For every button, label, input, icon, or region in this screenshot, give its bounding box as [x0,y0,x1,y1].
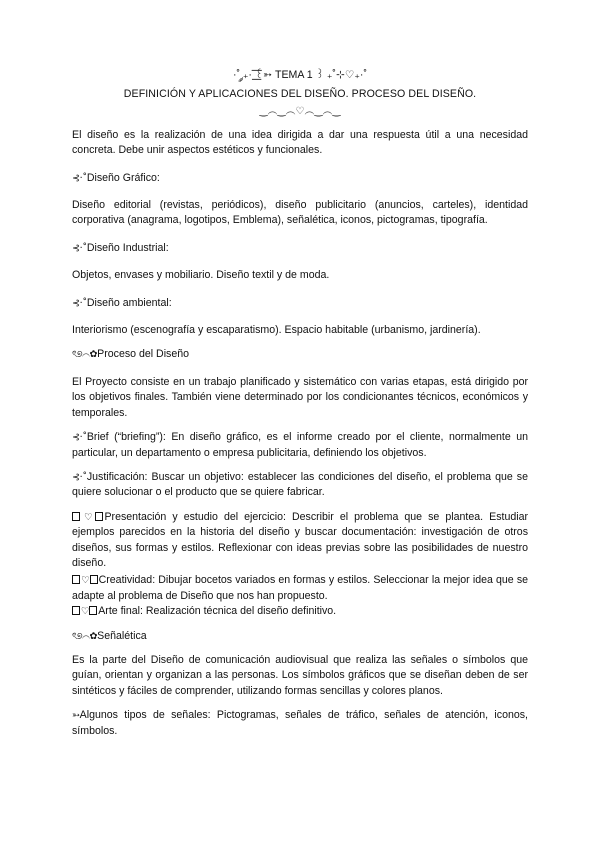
heart-icon: ♡ [81,575,90,587]
heading-diseno-ambiental: ⊰·˚Diseño ambiental: [72,296,172,309]
box-icon [90,575,98,584]
paragraph-diseno-grafico: Diseño editorial (revistas, periódicos), diseño publicitario (anuncios, carteles), identidad corporativa (anagrama, logotipos, Emblema), señalética, iconos, pictogramas, tipografía. [72,199,528,227]
heart-icon: ♡ [81,511,96,523]
box-icon [72,512,80,521]
page-title: ·˚ ༘₊· ͟͟͞͞꒰➳ TEMA 1 ꒱ ₊˚⊹♡₊·˚ [233,69,367,81]
arrow-bullet-icon: ➳ [72,710,80,722]
flower-bullet-icon: ⊰·˚ [72,471,87,483]
paragraph-brief: ⊰·˚Brief (“briefing”): En diseño gráfico, es el informe creado por el cliente, normalmente un particular, un departamento o empresa publicitaria, definiendo los objetivos. [72,431,528,459]
ribbon-bullet-icon: ৎ୭⌒✿ [72,630,98,642]
paragraph-proceso: El Proyecto consiste en un trabajo planificado y sistemático con varias etapas, está dirigido por los objetivos finales. También viene determinado por los condicionantes técnicos, económicos y temporales. [72,375,528,419]
paragraph-diseno-industrial: Objetos, envases y mobiliario. Diseño textil y de moda. [72,269,330,282]
intro-paragraph: El diseño es la realización de una idea dirigida a dar una respuesta útil a una necesidad concreta. Debe unir aspectos estéticos y funcionales. [72,128,528,157]
box-icon [72,575,80,584]
title-ornament: ‿︵‿︵♡︵‿︵‿ [259,105,341,117]
paragraph-arte-final: ♡ Arte final: Realización técnica del diseño definitivo. [72,604,528,619]
flower-bullet-icon: ⊰·˚ [72,172,87,184]
paragraph-presentacion: ♡ Presentación y estudio del ejercicio: Describir el problema que se plantea. Estudiar ejemplos parecidos en la historia del diseño y buscar documentación: investigación de otros diseños, sus formas y estilos. Reflexionar con ideas previas sobre las posibilidades de nuestro diseño. [72,510,529,569]
paragraph-justificacion: ⊰·˚Justificación: Buscar un objetivo: establecer las condiciones del diseño, el problema que se quiere solucionar o el producto que se quiere fabricar. [72,470,528,499]
box-icon [89,606,97,615]
heading-senaletica: ৎ୭⌒✿Señalética [72,629,147,642]
flower-bullet-icon: ⊰·˚ [72,432,87,444]
document-body [72,68,528,739]
box-icon [72,606,80,615]
flower-bullet-icon: ⊰·˚ [72,242,87,254]
heading-proceso-diseno: ৎ୭⌒✿Proceso del Diseño [72,348,190,361]
paragraph-tipos-senales: ➳Algunos tipos de señales: Pictogramas, señales de tráfico, señales de atención, iconos, símbolos. [72,709,528,737]
heart-icon: ♡ [81,606,90,618]
ribbon-bullet-icon: ৎ୭⌒✿ [72,349,98,361]
page-subtitle: DEFINICIÓN Y APLICACIONES DEL DISEÑO. PROCESO DEL DISEÑO. [123,88,477,101]
paragraph-creatividad: ♡ Creatividad: Dibujar bocetos variados en formas y estilos. Seleccionar la mejor idea que se adapte al problema de Diseño que nos han propuesto. [72,574,529,602]
flower-bullet-icon: ⊰·˚ [72,297,87,309]
paragraph-senaletica: Es la parte del Diseño de comunicación audiovisual que realiza las señales o símbolos que guían, orientan y organizan a las personas. Los símbolos gráficos que se diseñan deben de ser sintéticos y fáciles de comprender, utilizando formas sencillas y colores planos. [72,653,528,697]
heading-diseno-grafico: ⊰·˚Diseño Gráfico: [72,171,160,184]
paragraph-diseno-ambiental: Interiorismo (escenografía y escaparatismo). Espacio habitable (urbanismo, jardinería). [72,324,481,337]
heading-diseno-industrial: ⊰·˚Diseño Industrial: [72,241,169,254]
box-icon [95,512,103,521]
